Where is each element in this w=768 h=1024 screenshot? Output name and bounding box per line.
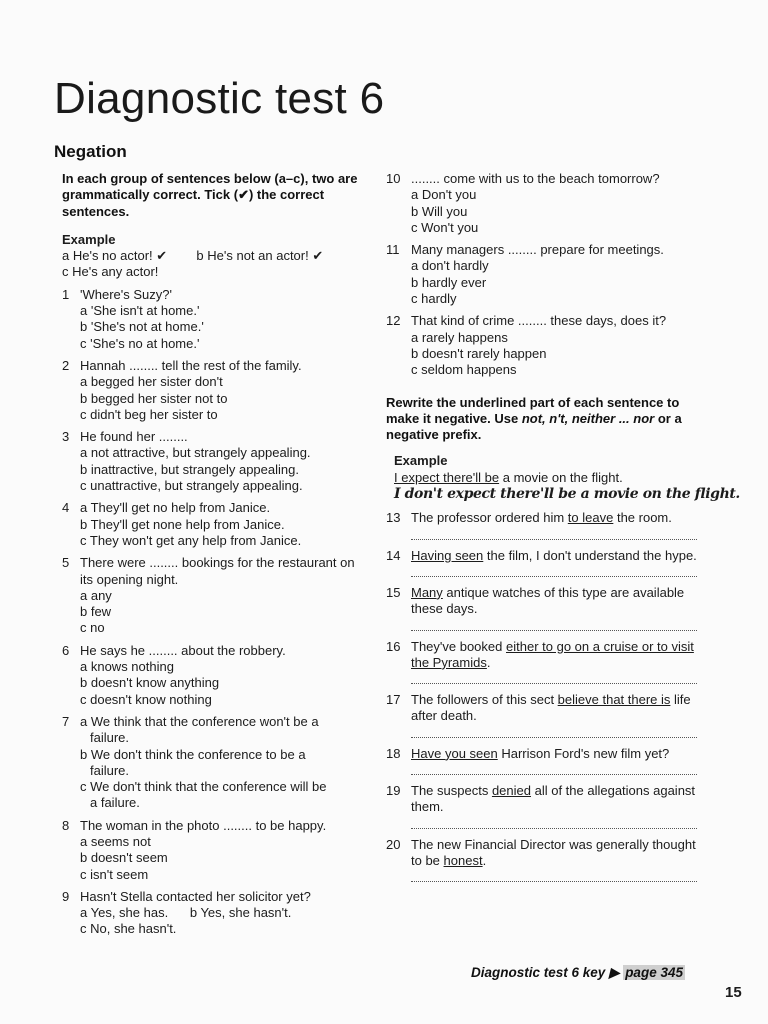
example-label: Example <box>394 453 448 469</box>
option-a[interactable]: a We think that the conference won't be a <box>80 713 319 729</box>
question-number: 6 <box>62 642 70 658</box>
question-number: 16 <box>386 638 401 654</box>
option-a[interactable]: a not attractive, but strangely appealing. <box>80 445 311 461</box>
example-option-b: b He's not an actor! ✔ <box>196 248 324 264</box>
underlined-part: Have you seen <box>411 745 498 761</box>
question-number: 1 <box>62 286 70 302</box>
option-c[interactable]: c No, she hasn't. <box>80 921 177 937</box>
question-stem: Many managers ........ prepare for meetings. <box>411 242 664 258</box>
question-number: 12 <box>386 313 401 329</box>
part1-instruction: In each group of sentences below (a–c), two are grammatically correct. Tick (✔) the correct sentences. <box>62 171 358 219</box>
question-number: 9 <box>62 888 70 904</box>
option-c[interactable]: c no <box>80 620 105 636</box>
example-sentence: I expect there'll be a movie on the flight. <box>394 469 623 485</box>
option-a[interactable]: a don't hardly <box>411 258 489 274</box>
question-number: 19 <box>386 783 401 799</box>
question-sentence: The professor ordered him to leave the room. <box>411 510 672 526</box>
question-9 <box>62 889 367 938</box>
question-sentence: The new Financial Director was generally thought to be honest. <box>411 836 696 868</box>
answer-line[interactable] <box>411 564 697 577</box>
option-c[interactable]: c doesn't know nothing <box>80 691 212 707</box>
question-1 <box>62 287 367 352</box>
question-stem: That kind of crime ........ these days, does it? <box>411 313 667 329</box>
option-c[interactable]: c Won't you <box>411 219 479 235</box>
option-c[interactable]: c unattractive, but strangely appealing. <box>80 478 303 494</box>
option-b[interactable]: b few <box>80 604 112 620</box>
question-number: 7 <box>62 713 70 729</box>
section-title: Negation <box>54 142 127 161</box>
option-c[interactable]: c 'She's no at home.' <box>80 335 200 351</box>
example-option-c: c He's any actor! <box>62 264 159 280</box>
question-number: 11 <box>386 242 400 258</box>
underlined-part: Having seen <box>411 547 484 563</box>
example-label: Example <box>62 231 116 247</box>
option-c[interactable]: c isn't seem <box>80 866 149 882</box>
option-a[interactable]: a any <box>80 587 112 603</box>
example-option-a: a He's no actor! ✔ <box>62 248 168 264</box>
option-a[interactable]: a begged her sister don't <box>80 374 223 390</box>
question-15 <box>386 585 706 631</box>
question-16 <box>386 639 706 685</box>
option-c[interactable]: c They won't get any help from Janice. <box>80 532 302 548</box>
option-b[interactable]: b inattractive, but strangely appealing. <box>80 461 299 477</box>
example-underlined: I expect there'll be <box>394 469 500 485</box>
question-sentence: Many antique watches of this type are available these days. <box>411 584 685 617</box>
option-c[interactable]: c hardly <box>411 291 457 307</box>
example-line-1 <box>62 248 367 264</box>
option-b[interactable]: b doesn't rarely happen <box>411 345 547 361</box>
question-sentence: They've booked either to go on a cruise or to visit the Pyramids. <box>411 638 694 670</box>
question-18 <box>386 746 706 775</box>
option-b-continued: failure. <box>90 762 130 778</box>
question-stem: He says he ........ about the robbery. <box>80 642 286 658</box>
answer-line[interactable] <box>411 869 697 882</box>
question-number: 5 <box>62 555 70 571</box>
option-a[interactable]: a knows nothing <box>80 659 174 675</box>
question-sentence: Have you seen Harrison Ford's new film yet? <box>411 745 670 761</box>
question-number: 3 <box>62 429 70 445</box>
option-a[interactable]: a seems not <box>80 833 151 849</box>
underlined-part: Many <box>411 584 443 600</box>
instruction-emphasis: not, n't, neither ... nor <box>521 410 655 426</box>
question-10 <box>386 171 706 236</box>
answer-line[interactable] <box>411 762 697 775</box>
underlined-part: to leave <box>567 510 614 526</box>
question-stem: ........ come with us to the beach tomorrow? <box>411 171 660 186</box>
question-7 <box>62 714 367 812</box>
question-3 <box>62 429 367 494</box>
option-a-continued: failure. <box>90 730 130 746</box>
part2-instruction: Rewrite the underlined part of each sentence to make it negative. Use not, n't, neither ... nor or a negative prefix. <box>386 394 682 443</box>
answer-line[interactable] <box>411 725 697 738</box>
option-b[interactable]: b They'll get none help from Janice. <box>80 516 285 532</box>
question-stem: Hannah ........ tell the rest of the family. <box>80 357 302 373</box>
question-2 <box>62 358 367 423</box>
question-stem: Hasn't Stella contacted her solicitor yet? <box>80 888 311 904</box>
answer-line[interactable] <box>411 527 697 540</box>
question-12 <box>386 313 706 378</box>
answer-key-label: Diagnostic test 6 key ▶ <box>471 965 624 980</box>
example-handwritten-answer: I don't expect there'll be a movie on the flight. <box>394 486 740 503</box>
answer-key-reference[interactable] <box>471 965 685 981</box>
option-c-continued: a failure. <box>90 795 140 811</box>
answer-line[interactable] <box>411 671 697 684</box>
option-b[interactable]: b Will you <box>411 203 468 219</box>
question-number: 20 <box>386 836 401 852</box>
option-b[interactable]: b 'She's not at home.' <box>80 319 204 335</box>
underlined-part: either to go on a cruise or to visit the Pyramids <box>411 638 694 670</box>
option-c[interactable]: c didn't beg her sister to <box>80 406 218 422</box>
question-8 <box>62 818 367 883</box>
option-a[interactable]: a 'She isn't at home.' <box>80 303 200 319</box>
page-title: Diagnostic test 6 <box>54 74 385 123</box>
answer-key-page[interactable]: page 345 <box>625 965 683 980</box>
question-19 <box>386 783 706 829</box>
option-b[interactable]: b doesn't seem <box>80 850 168 866</box>
question-number: 18 <box>386 745 401 761</box>
option-c[interactable]: c We don't think that the conference will be <box>80 779 327 795</box>
question-number: 10 <box>386 171 401 186</box>
question-5 <box>62 555 367 636</box>
question-stem: 'Where's Suzy?' <box>80 286 172 302</box>
question-sentence: Having seen the film, I don't understand the hype. <box>411 547 697 563</box>
question-stem: He found her ........ <box>80 429 188 445</box>
option-b[interactable]: b doesn't know anything <box>80 675 220 691</box>
question-number: 8 <box>62 817 70 833</box>
question-20 <box>386 837 706 883</box>
right-column <box>386 171 740 882</box>
question-13 <box>386 510 706 539</box>
answer-line[interactable] <box>411 816 697 829</box>
question-17 <box>386 692 706 738</box>
question-14 <box>386 548 706 577</box>
option-b[interactable]: b begged her sister not to <box>80 390 228 406</box>
question-11 <box>386 242 706 307</box>
option-b[interactable]: b We don't think the conference to be a <box>80 746 306 762</box>
option-a-b[interactable]: a Yes, she has. b Yes, she hasn't. <box>80 905 292 921</box>
underlined-part: denied <box>491 783 531 799</box>
left-column <box>62 171 367 938</box>
question-4 <box>62 500 367 549</box>
underlined-part: believe that there is <box>557 692 671 708</box>
question-sentence: The suspects denied all of the allegations against them. <box>411 783 696 815</box>
option-b[interactable]: b hardly ever <box>411 274 487 290</box>
page-number: 15 <box>725 984 742 1001</box>
option-c[interactable]: c seldom happens <box>411 362 517 378</box>
question-stem: There were ........ bookings for the restaurant on its opening night. <box>80 555 355 587</box>
question-number: 4 <box>62 500 70 516</box>
answer-line[interactable] <box>411 618 697 631</box>
question-6 <box>62 643 367 708</box>
question-sentence: The followers of this sect believe that there is life after death. <box>411 692 691 724</box>
option-a[interactable]: a rarely happens <box>411 329 508 345</box>
option-a[interactable]: a Don't you <box>411 187 477 203</box>
question-number: 2 <box>62 357 70 373</box>
question-stem: The woman in the photo ........ to be happy. <box>80 817 327 833</box>
underlined-part: honest <box>443 852 483 868</box>
question-number: 14 <box>386 547 401 563</box>
question-number: 15 <box>386 584 401 600</box>
option-a[interactable]: a They'll get no help from Janice. <box>80 500 271 516</box>
question-number: 17 <box>386 692 401 708</box>
question-number: 13 <box>386 510 401 526</box>
